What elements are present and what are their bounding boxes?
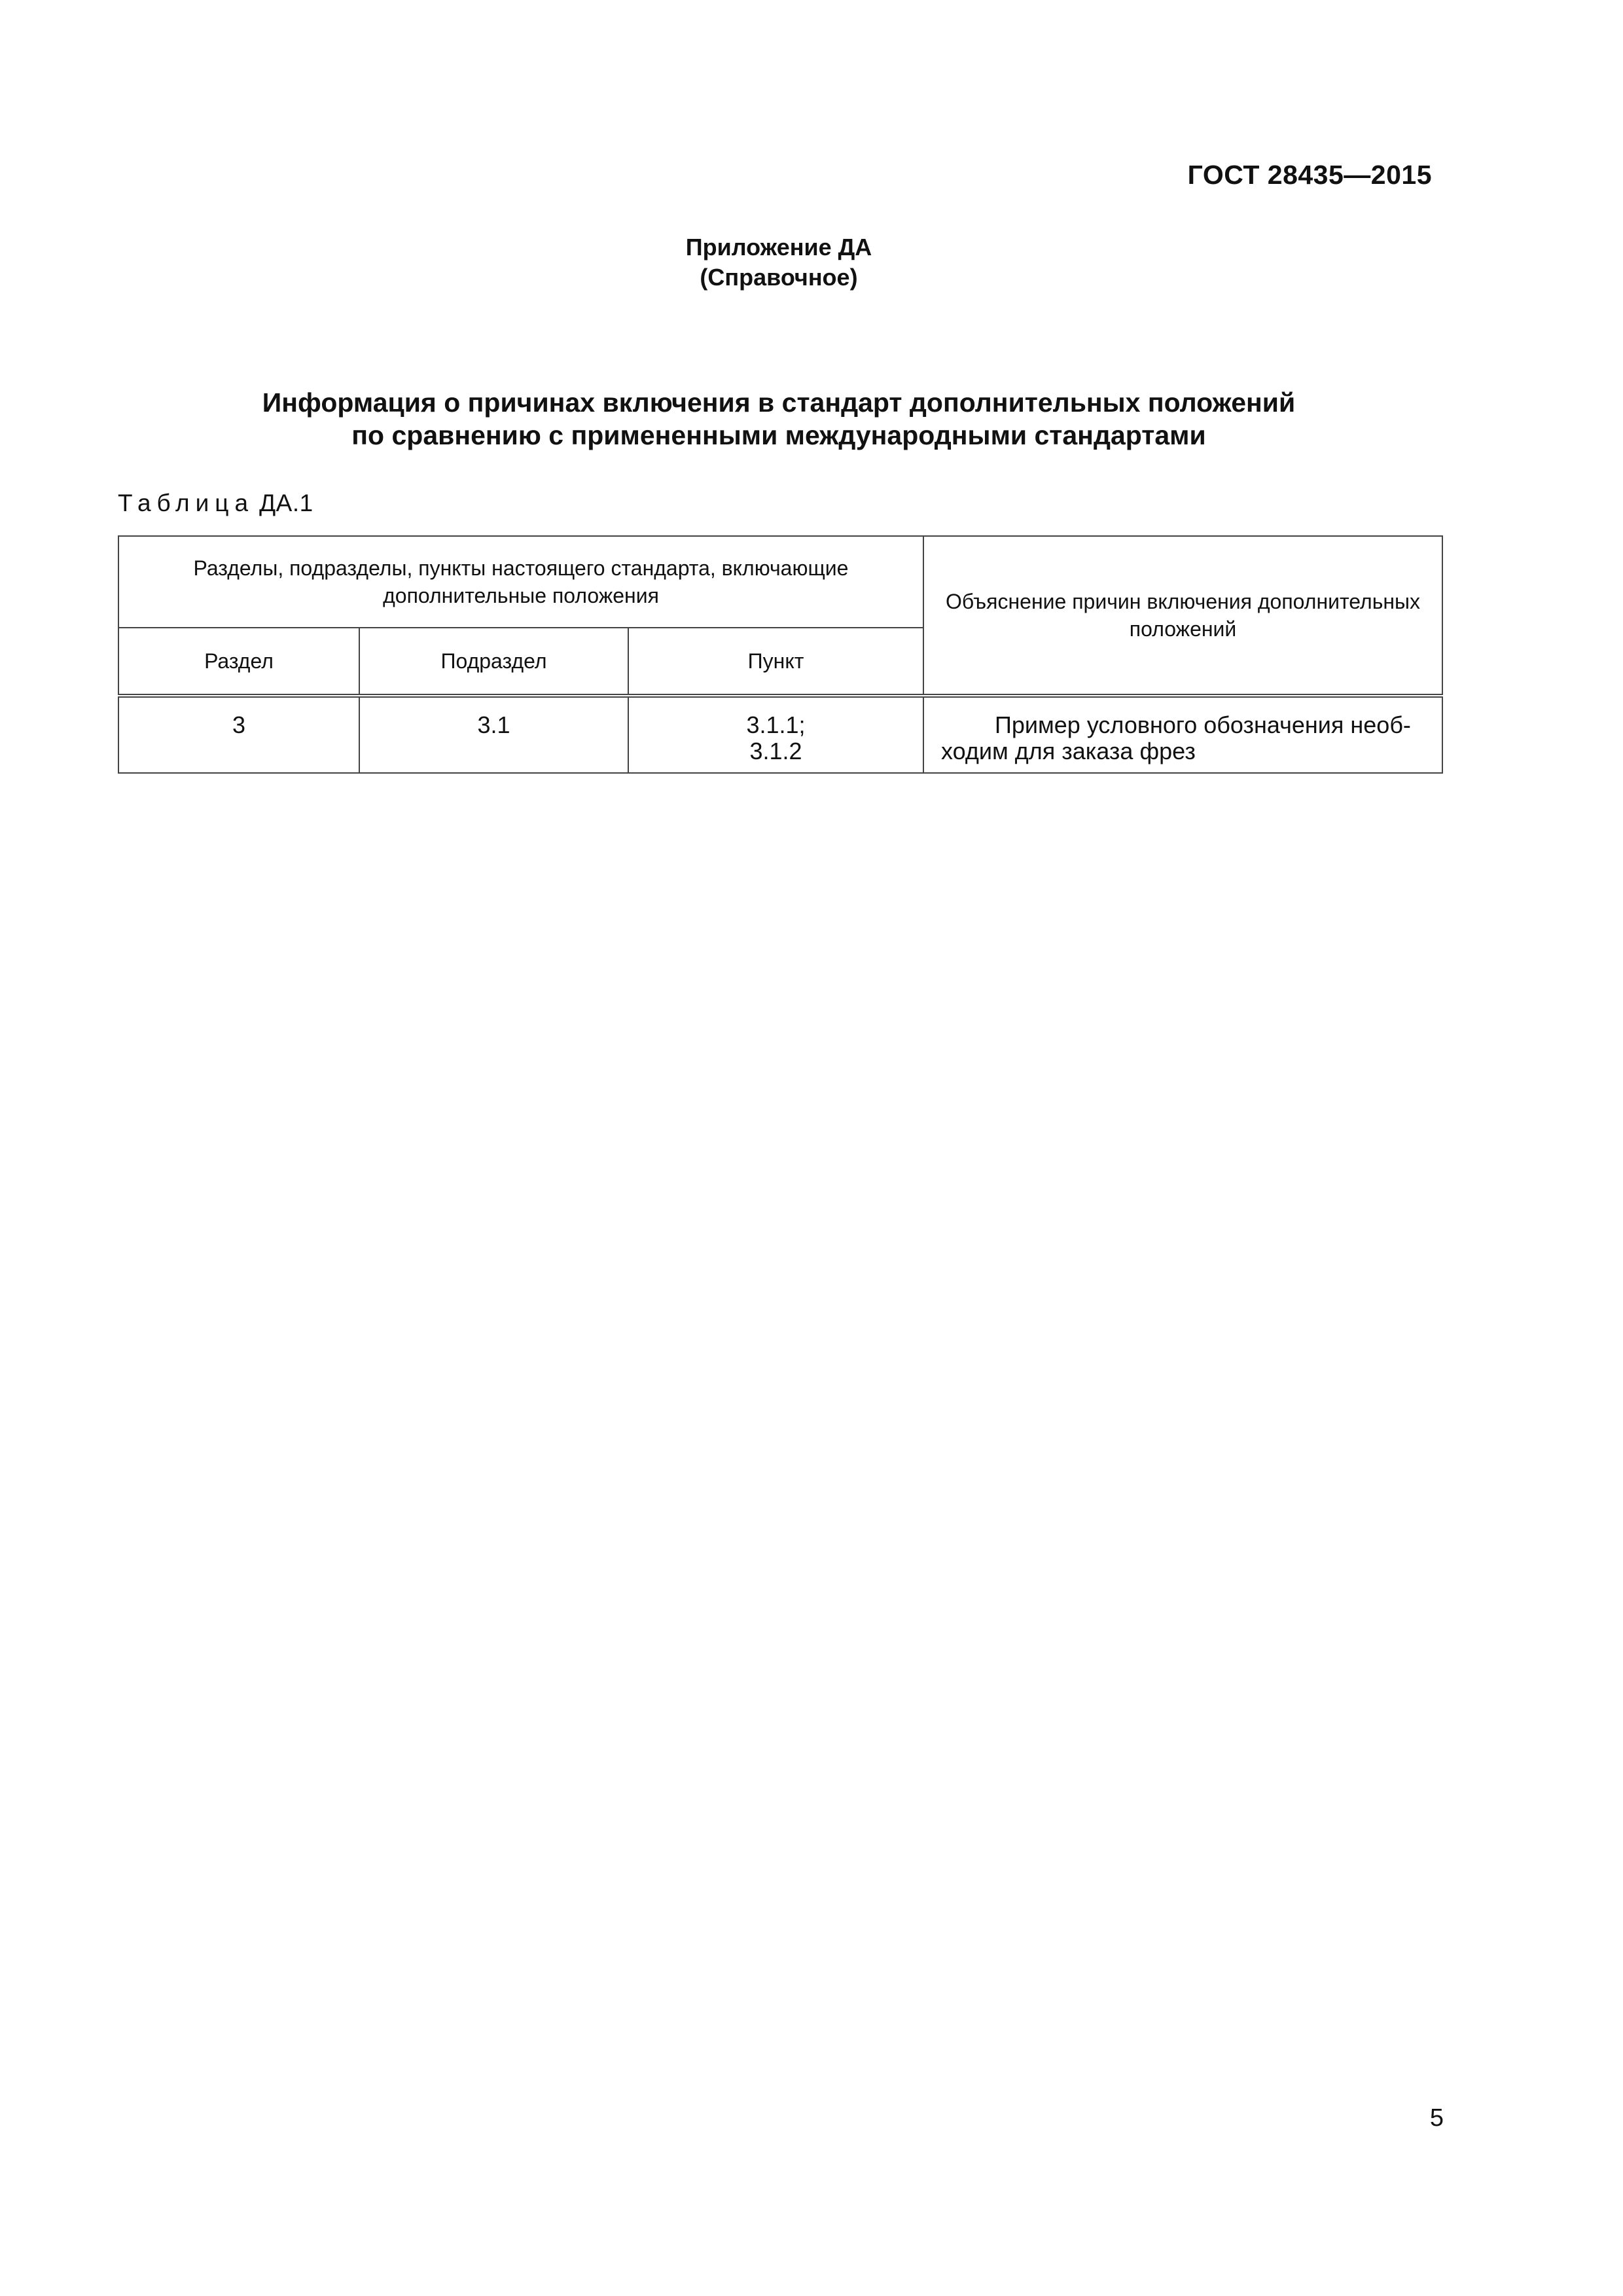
table-caption-word: Таблица bbox=[118, 490, 255, 516]
cell-item-2: 3.1.2 bbox=[749, 738, 802, 764]
section-title-line-2: по сравнению с примененными международными стандартами bbox=[351, 420, 1206, 450]
explanation-line-1: Пример условного обозначения необ- bbox=[995, 711, 1411, 738]
appendix-title: Приложение ДА bbox=[685, 234, 872, 260]
cell-explanation bbox=[923, 696, 1442, 773]
explanation-line-2: ходим для заказа фрез bbox=[941, 738, 1196, 764]
table-caption-id: ДА.1 bbox=[259, 490, 313, 516]
section-title bbox=[0, 386, 1558, 452]
group-header-cell bbox=[118, 536, 923, 628]
cell-subsection: 3.1 bbox=[359, 696, 628, 773]
column-header-section: Раздел bbox=[118, 628, 359, 696]
appendix-heading bbox=[0, 232, 1558, 293]
page-number: 5 bbox=[1429, 2104, 1444, 2132]
table-row bbox=[118, 696, 1442, 773]
group-header-line-2: дополнительные положения bbox=[383, 584, 659, 607]
group-header-line-1: Разделы, подразделы, пункты настоящего стандарта, включающие bbox=[193, 556, 849, 580]
table-header-row bbox=[118, 536, 1442, 628]
explanation-header-line-2: положений bbox=[1129, 617, 1237, 641]
additional-provisions-table bbox=[118, 535, 1443, 774]
document-code: ГОСТ 28435—2015 bbox=[1187, 160, 1432, 190]
explanation-header-line-1: Объяснение причин включения дополнительных bbox=[946, 590, 1421, 613]
cell-section: 3 bbox=[118, 696, 359, 773]
table-caption bbox=[118, 490, 313, 517]
column-header-item: Пункт bbox=[628, 628, 923, 696]
section-title-line-1: Информация о причинах включения в стандарт дополнительных положений bbox=[262, 387, 1296, 418]
column-header-subsection: Подраздел bbox=[359, 628, 628, 696]
cell-items bbox=[628, 696, 923, 773]
appendix-type: (Справочное) bbox=[700, 264, 858, 291]
cell-item-1: 3.1.1; bbox=[746, 711, 806, 738]
explanation-header-cell bbox=[923, 536, 1442, 696]
